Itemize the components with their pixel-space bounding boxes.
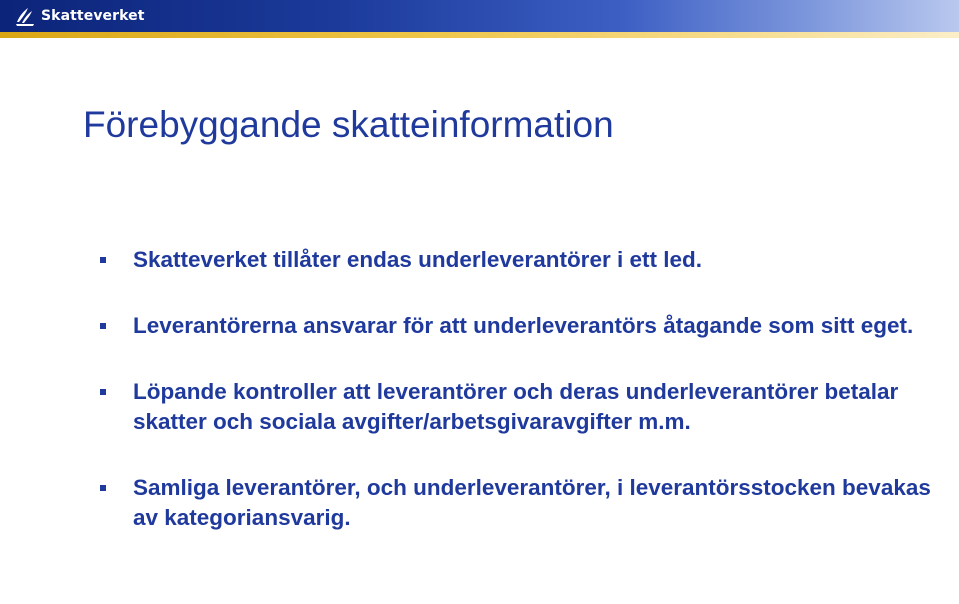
bullet-text: Leverantörerna ansvarar för att underleverantörs åtagande som sitt eget. — [133, 313, 914, 338]
square-bullet-icon — [100, 485, 106, 491]
bullet-item — [95, 311, 935, 341]
bullet-list — [95, 245, 935, 533]
square-bullet-icon — [100, 323, 106, 329]
bullet-item — [95, 245, 935, 275]
slide-title: Förebyggande skatteinformation — [83, 104, 614, 145]
logo-text: Skatteverket — [41, 8, 145, 24]
bullet-text: Skatteverket tillåter endas underleverantörer i ett led. — [133, 247, 702, 272]
bullet-text: Löpande kontroller att leverantörer och deras underleverantörer betalar skatter och sociala avgifter/arbetsgivaravgifter m.m. — [133, 379, 899, 434]
bullet-item — [95, 473, 935, 533]
logo — [14, 4, 145, 28]
square-bullet-icon — [100, 257, 106, 263]
header-bar — [0, 0, 959, 32]
skatteverket-crown-icon — [14, 5, 36, 27]
bullet-text: Samliga leverantörer, och underleverantörer, i leverantörsstocken bevakas av kategoriansvarig. — [133, 475, 931, 530]
bullet-item — [95, 377, 935, 437]
square-bullet-icon — [100, 389, 106, 395]
header-stripe — [0, 32, 959, 38]
